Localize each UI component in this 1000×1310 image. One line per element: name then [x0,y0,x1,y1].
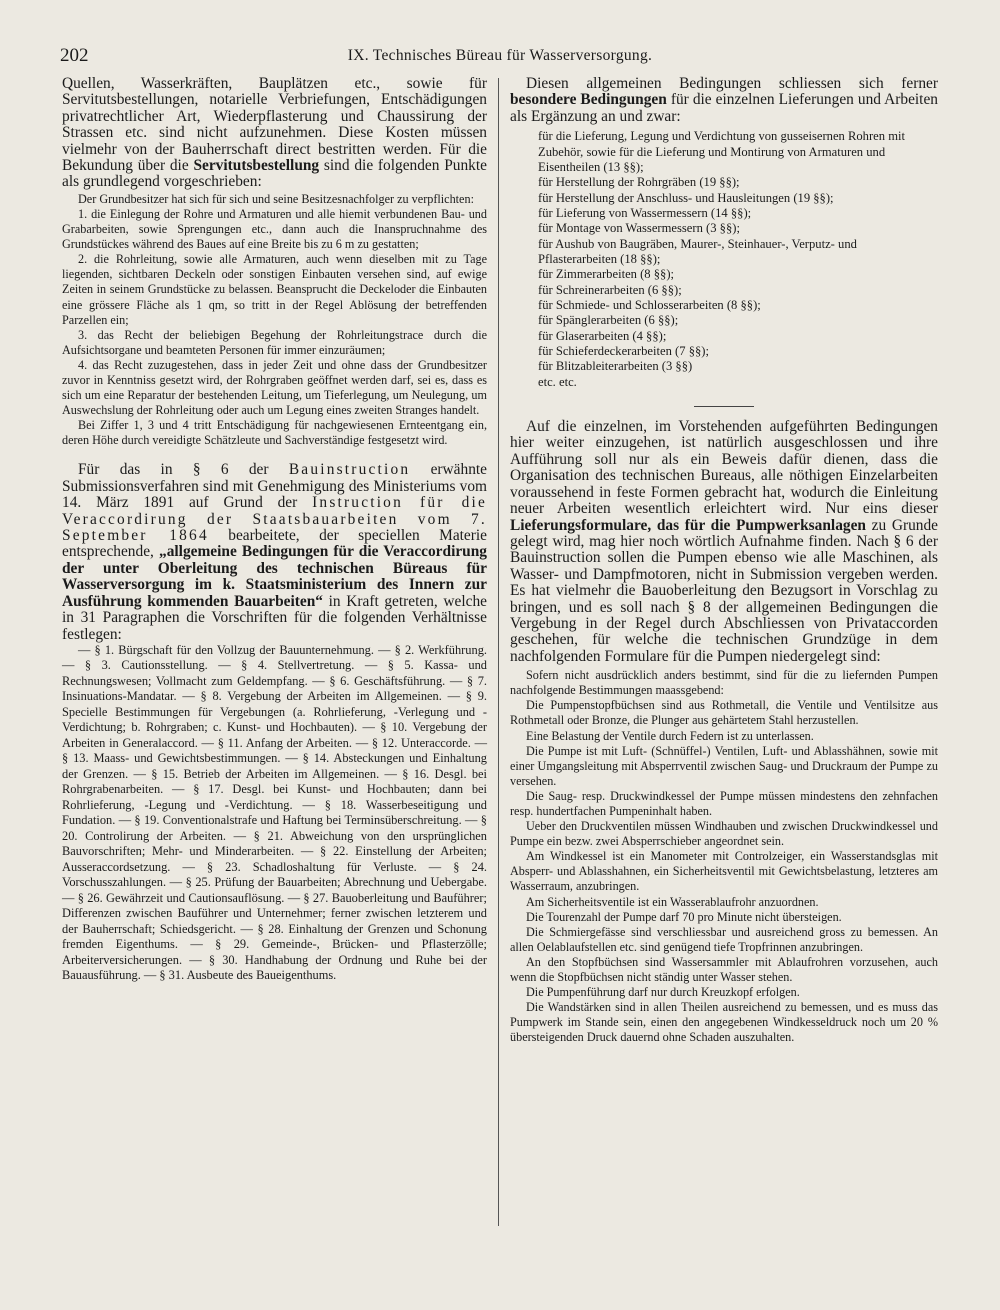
column-divider [498,78,499,1226]
list-item: für Zimmerarbeiten (8 §§); [538,267,675,282]
list-item: für Glaserarbeiten (4 §§); [538,328,667,343]
list-item: für Blitzableiterarbeiten (3 §§) [538,359,693,374]
list-item: für Herstellung der Anschluss- und Hausleitungen (19 §§); [538,190,834,205]
spec-item: Die Pumpe ist mit Luft- (Schnüffel-) Ventilen, Luft- und Ablasshähnen, sowie mit einer Umgangsleitung mit Absperrventil zwischen Saug- und Druckraum der Pumpe zu versehen. [510,743,938,788]
page-header [60,45,940,71]
paragraph-list: — § 1. Bürgschaft für den Vollzug der Bauunternehmung. — § 2. Werkführung. — § 3. Cautionsstellung. — § 4. Stellvertretung. — § 5. Kassa- und Rechnungswesen; Vollmacht zum Geldempfang. — § 6. Geschäftsführung. — § 7. Insinuations-Mandatar. — § 8. Vergebung der Arbeiten im Allgemeinen. — § 9. Specielle Bestimmungen für Vergebungen (a. Rohrlieferung, -Verlegung und -Verdichtung; b. Rohrgraben; c. Kunst- und Hochbauten). — § 10. Vergebung der Arbeiten in Generalaccord. — § 11. Anfang der Arbeiten. — § 12. Unteraccorde. — § 13. Maass- und Gewichtsbestimmungen. — § 14. Absteckungen und Einhaltung der Grenzen. — § 15. Betrieb der Arbeiten im Allgemeinen. — § 16. Desgl. bei Rohrgrabenarbeiten. — § 17. Desgl. bei Kunst- und Hochbauten; dann bei Rohrlieferung, -Legung und -Verdichtung. — § 18. Wasserbeseitigung und Fundation. — § 19. Conventionalstrafe und Haftung bei Terminsüberschreitung. — § 20. Controlirung der Arbeiten. — § 21. Abweichung von den ursprünglichen Bauvorschriften; Mehr- und Minderarbeiten. — § 22. Einstellung der Arbeiten; Ausseraccordsetzung. — § 23. Schadloshaltung für Verluste. — § 24. Vorschusszahlungen. — § 25. Prüfung der Bauarbeiten; Abrechnung und Uebergabe. — § 26. Gewährzeit und Cautionsauflösung. — § 27. Bauoberleitung und Bauführer; Differenzen zwischen Bauführer und Unternehmer; ferner zwischen letzterem und der Bauherrschaft; Schiedsgericht. — § 28. Einhaltung der Grenzen und Schonung fremden Eigenthums. — § 29. Gemeinde-, Brücken- und Pflasterzölle; Arbeiterversicherungen. — § 30. Handhabung der Ordnung und Ruhe bei der Bauausführung. — § 31. Ausbeute des Baueigenthums. [62,642,487,983]
list-item: für Aushub von Baugräben, Maurer-, Steinhauer-, Verputz- und Pflasterarbeiten (18 §§); [538,236,857,266]
easement-point-3: 3. das Recht der beliebigen Begehung der Rohrleitungstrace durch die Aufsichtsorgane und beamteten Personen für immer einzuräumen; [62,327,487,357]
easement-point-4: 4. das Recht zuzugestehen, dass in jeder Zeit und ohne dass der Grundbesitzer zuvor in Kenntniss gesetzt wird, der Rohrgraben geöffnet werden darf, sei es, dass es sich um eine Reparatur der bestehenden Leitung, um Tieferlegung, um Neulegung, um Auswechslung der Rohrleitung oder auch um Legung eines zweiten Stranges handelt. [62,357,487,418]
running-title: IX. Technisches Büreau für Wasserversorgung. [347,47,653,64]
list-item: für Schreinerarbeiten (6 §§); [538,282,682,297]
spec-item: An den Stopfbüchsen sind Wassersammler mit Ablaufrohren vorzusehen, auch wenn die Stopfbüchsen nicht ständig unter Wasser stehen. [510,954,938,985]
spec-item: Die Schmiergefässe sind verschliessbar und ausreichend gross zu bemessen. An allen Oelablaufstellen etc. sind genügend tiefe Tropfrinnen anzubringen. [510,924,938,954]
section-rule [694,406,754,407]
spec-item: Die Pumpenführung darf nur durch Kreuzkopf erfolgen. [526,985,800,1000]
list-item: für die Lieferung, Legung und Verdichtung von gusseisernen Rohren mit Zubehör, sowie für die Lieferung und Montirung von Armaturen und Eisentheilen (13 §§); [538,129,906,174]
spec-item: Die Wandstärken sind in allen Theilen ausreichend zu bemessen, und es muss das Pumpwerk im Stande sein, einen den angegebenen Windkesseldruck noch um 20 % übersteigenden Druck dauernd ohne Schaden auszuhalten. [510,1000,938,1045]
left-column [62,76,487,984]
left-paragraph-2: Für das in § 6 der Bauinstruction erwähnte Submissionsverfahren sind mit Genehmigung des Ministeriums vom 14. März 1891 auf Grund der Instruction für die Veraccordirung der Staatsbauarbeiten vom 7. September 1864 bearbeitete, der speciellen Materie entsprechende, „allgemeine Bedingungen für die Veraccordirung der unter Oberleitung des technischen Büreaus für Wasserversorgung im k. Staatsministerium des Innern zur Ausführung kommenden Bauarbeiten“ in Kraft getreten, welche in 31 Paragraphen die Vorschriften für die folgenden Verhältnisse festlegen: [62,461,488,643]
easement-point-2: 2. die Rohrleitung, sowie alle Armaturen, auch wenn dieselben mit zu Tage liegenden, sichtbaren Deckeln oder sonstigen Einbauten versehen sind, auf ewige Zeiten in seinem Grundstücke zu belassen. Beansprucht die Deckeloder die Einbauten eine grössere Fläche als 1 qm, so tritt in der Regel Ablösung der betreffenden Parzellen ein; [62,252,487,327]
spec-item: Die Saug- resp. Druckwindkessel der Pumpe müssen mindestens den zehnfachen resp. hundertfachen Pumpeninhalt haben. [510,788,938,818]
spec-item: Am Windkessel ist ein Manometer mit Controlzeiger, ein Wasserstandsglas mit Absperr- und Ablasshahnen, ein Sicherheitsventil mit Gewichtsbelastung, letzteres am Wasserraum, anzubringen. [510,849,938,894]
pump-specifications [510,668,938,1045]
spec-item: Die Pumpenstopfbüchsen sind aus Rothmetall, die Ventile und Ventilsitze aus Rothmetall oder Bronze, die Plunger aus gehärtetem Stahl herzustellen. [510,698,938,728]
conditions-list [510,129,938,390]
easement-intro: Der Grundbesitzer hat sich für sich und seine Besitzesnachfolger zu verpflichten: [78,191,474,206]
list-item: etc. etc. [538,374,577,389]
page-number: 202 [60,45,89,66]
spec-item: Die Tourenzahl der Pumpe darf 70 pro Minute nicht übersteigen. [526,909,842,924]
list-item: für Herstellung der Rohrgräben (19 §§); [538,175,740,190]
spec-item: Eine Belastung der Ventile durch Federn ist zu unterlassen. [526,728,814,743]
spec-item: Ueber den Druckventilen müssen Windhauben und zwischen Druckwindkessel und Pumpe ein bezw. zwei Absperrschieber angeordnet sein. [510,819,938,849]
list-item: für Spänglerarbeiten (6 §§); [538,313,679,328]
compensation-note: Bei Ziffer 1, 3 und 4 tritt Entschädigung für nachgewiesenen Ernteentgang ein, deren Höhe durch vereidigte Schätzleute und Sachverständige festgesetzt wird. [62,418,487,448]
easement-point-1: 1. die Einlegung der Rohre und Armaturen und alle hiemit verbundenen Bau- und Grabarbeiten, sowie Sprengungen etc., dann auch die Inanspruchnahme des Grundstückes während des Baues auf eine Breite bis zu 6 m zu gestatten; [62,206,487,252]
left-paragraph-1: Quellen, Wasserkräften, Bauplätzen etc., sowie für Servitutsbestellungen, notarielle Verbriefungen, Entschädigungen privatrechtlicher Art, Wiederpflasterung und Chaussirung der Strassen etc. sind nicht aufzunehmen. Diese Kosten müssen vielmehr von der Bauherrschaft direct bestritten werden. Für die Bekundung über die Servitutsbestellung sind die folgenden Punkte als grundlegend vorgeschrieben: [62,75,487,191]
list-item: für Lieferung von Wassermessern (14 §§); [538,205,752,220]
right-column [510,76,938,1046]
right-paragraph-2: Auf die einzelnen, im Vorstehenden aufgeführten Bedingungen hier weiter einzugehen, ist natürlich ausgeschlossen und ihre Aufführung soll nur als ein Beweis dafür dienen, dass die Organisation des technischen Bureaus, alle nöthigen Einzelarbeiten voraussehend in feste Formen gebracht hat, wodurch die Einleitung neuer Arbeiten wesentlich erleichtert wird. Nur eins dieser Lieferungsformulare, das für die Pumpwerksanlagen zu Grunde gelegt wird, mag hier noch wörtlich Aufnahme finden. Nach § 6 der Bauinstruction sollen die Pumpen ebenso wie alle Maschinen, als Wasser- und Dampfmotoren, nicht in Submission vergeben werden. Es hat vielmehr die Bauoberleitung den Bezugsort in Vorschlag zu bringen, und es soll nach § 8 der allgemeinen Bedingungen die Vergebung in der Regel durch Abschliessen von Privataccorden geschehen, für welche die technischen Grundzüge in dem nachfolgenden Formulare für die Pumpen niedergelegt sind: [510,418,938,665]
list-item: für Schmiede- und Schlosserarbeiten (8 §§); [538,298,761,312]
list-item: für Montage von Wassermessern (3 §§); [538,221,740,236]
spec-item: Am Sicherheitsventile ist ein Wasserablaufrohr anzuordnen. [526,894,819,909]
right-paragraph-1: Diesen allgemeinen Bedingungen schliessen sich ferner besondere Bedingungen für die einzelnen Lieferungen und Arbeiten als Ergänzung an und zwar: [510,75,938,125]
spec-item: Sofern nicht ausdrücklich anders bestimmt, sind für die zu liefernden Pumpen nachfolgende Bestimmungen maassgebend: [510,668,938,698]
list-item: für Schieferdeckerarbeiten (7 §§); [538,344,709,359]
